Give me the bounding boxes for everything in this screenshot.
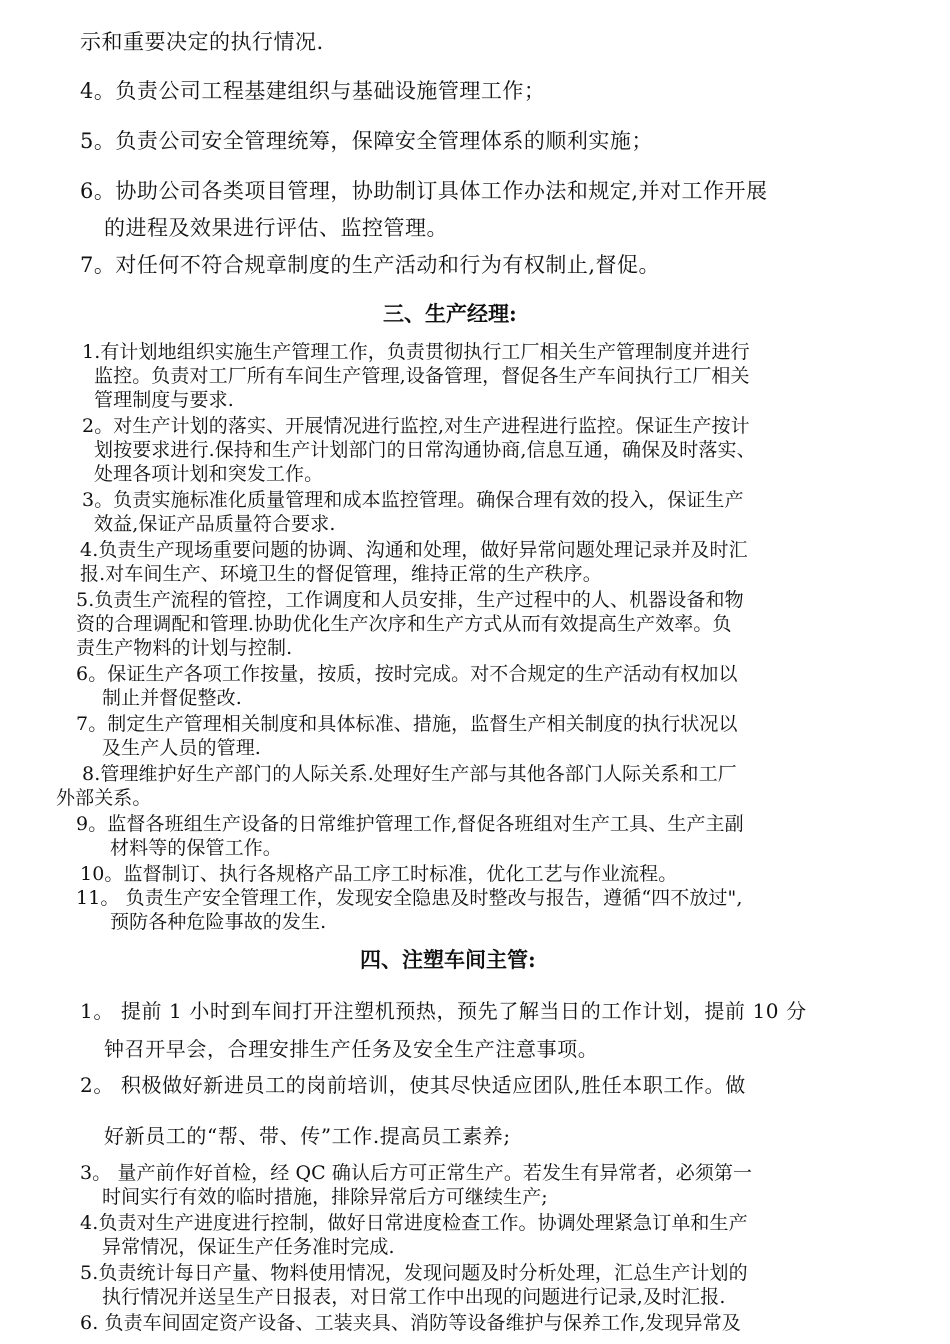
section3-line: 制止并督促整改. [102, 687, 242, 709]
section3-line: 2。对生产计划的落实、开展情况进行监控,对生产进程进行监控。保证生产按计 [82, 415, 750, 437]
section3-line: 3。负责实施标准化质量管理和成本监控管理。确保合理有效的投入，保证生产 [82, 489, 744, 511]
section3-line: 管理制度与要求. [94, 389, 234, 411]
section4-line: 时间实行有效的临时措施，排除异常后方可继续生产; [102, 1186, 548, 1208]
section4-line: 好新员工的“帮、带、传”工作.提高员工素养; [104, 1124, 511, 1148]
section3-line: 9。监督各班组生产设备的日常维护管理工作,督促各班组对生产工具、生产主副 [76, 813, 744, 835]
section4-line: 1。 提前 1 小时到车间打开注塑机预热，预先了解当日的工作计划，提前 10 分 [80, 999, 807, 1023]
section4-line: 异常情况，保证生产任务准时完成. [102, 1236, 395, 1258]
section3-line: 5.负责生产流程的管控，工作调度和人员安排，生产过程中的人、机器设备和物 [76, 589, 744, 611]
section3-line: 10。监督制订、执行各规格产品工序工时标准，优化工艺与作业流程。 [80, 863, 678, 885]
section2-line: 示和重要决定的执行情况. [80, 30, 324, 54]
section2-line: 的进程及效果进行评估、监控管理。 [104, 216, 448, 240]
section3-line: 外部关系。 [56, 787, 152, 809]
section3-line: 材料等的保管工作。 [110, 837, 282, 859]
section3-line: 1.有计划地组织实施生产管理工作，负责贯彻执行工厂相关生产管理制度并进行 [82, 341, 750, 363]
section4-line: 6. 负责车间固定资产设备、工装夹具、消防等设备维护与保养工作,发现异常及 [80, 1312, 741, 1334]
section4-line: 钟召开早会，合理安排生产任务及安全生产注意事项。 [104, 1037, 599, 1061]
section4-line: 3。 量产前作好首检，经 QC 确认后方可正常生产。若发生有异常者，必须第一 [80, 1162, 753, 1184]
section4-line: 4.负责对生产进度进行控制，做好日常进度检查工作。协调处理紧急订单和生产 [80, 1212, 748, 1234]
section3-line: 11。 负责生产安全管理工作，发现安全隐患及时整改与报告，遵循“四不放过", [76, 887, 743, 909]
section4-line: 执行情况并送呈生产日报表，对日常工作中出现的问题进行记录,及时汇报. [102, 1286, 726, 1308]
section3-line: 4.负责生产现场重要问题的协调、沟通和处理，做好异常问题处理记录并及时汇 [80, 539, 748, 561]
section3-line: 7。制定生产管理相关制度和具体标准、措施，监督生产相关制度的执行状况以 [76, 713, 738, 735]
section3-line: 监控。负责对工厂所有车间生产管理,设备管理，督促各生产车间执行工厂相关 [94, 365, 750, 387]
section3-line: 及生产人员的管理. [102, 737, 261, 759]
section3-line: 资的合理调配和管理.协助优化生产次序和生产方式从而有效提高生产效率。负 [76, 613, 732, 635]
section3-line: 处理各项计划和突发工作。 [94, 463, 324, 485]
section3-line: 划按要求进行.保持和生产计划部门的日常沟通协商,信息互通，确保及时落实、 [94, 439, 756, 461]
section2-line: 6。协助公司各类项目管理，协助制订具体工作办法和规定,并对工作开展 [80, 179, 768, 203]
section3-line: 报.对车间生产、环境卫生的督促管理，维持正常的生产秩序。 [80, 563, 602, 585]
section3-line: 效益,保证产品质量符合要求. [94, 513, 336, 535]
section3-line: 责生产物料的计划与控制. [76, 637, 293, 659]
section3-line: 8.管理维护好生产部门的人际关系.处理好生产部与其他各部门人际关系和工厂 [82, 763, 737, 785]
section2-line: 7。对任何不符合规章制度的生产活动和行为有权制止,督促。 [80, 253, 661, 277]
section4-line: 2。 积极做好新进员工的岗前培训，使其尽快适应团队,胜任本职工作。做 [80, 1073, 746, 1097]
section3-line: 预防各种危险事故的发生. [110, 911, 327, 933]
section2-line: 5。负责公司安全管理统筹，保障安全管理体系的顺利实施； [80, 129, 653, 153]
section2-line: 4。负责公司工程基建组织与基础设施管理工作； [80, 79, 546, 103]
section-heading: 三、生产经理: [383, 301, 517, 326]
section4-line: 5.负责统计每日产量、物料使用情况，发现问题及时分析处理，汇总生产计划的 [80, 1262, 748, 1284]
section3-line: 6。保证生产各项工作按量，按质，按时完成。对不合规定的生产活动有权加以 [76, 663, 738, 685]
section-heading: 四、注塑车间主管: [360, 947, 536, 972]
